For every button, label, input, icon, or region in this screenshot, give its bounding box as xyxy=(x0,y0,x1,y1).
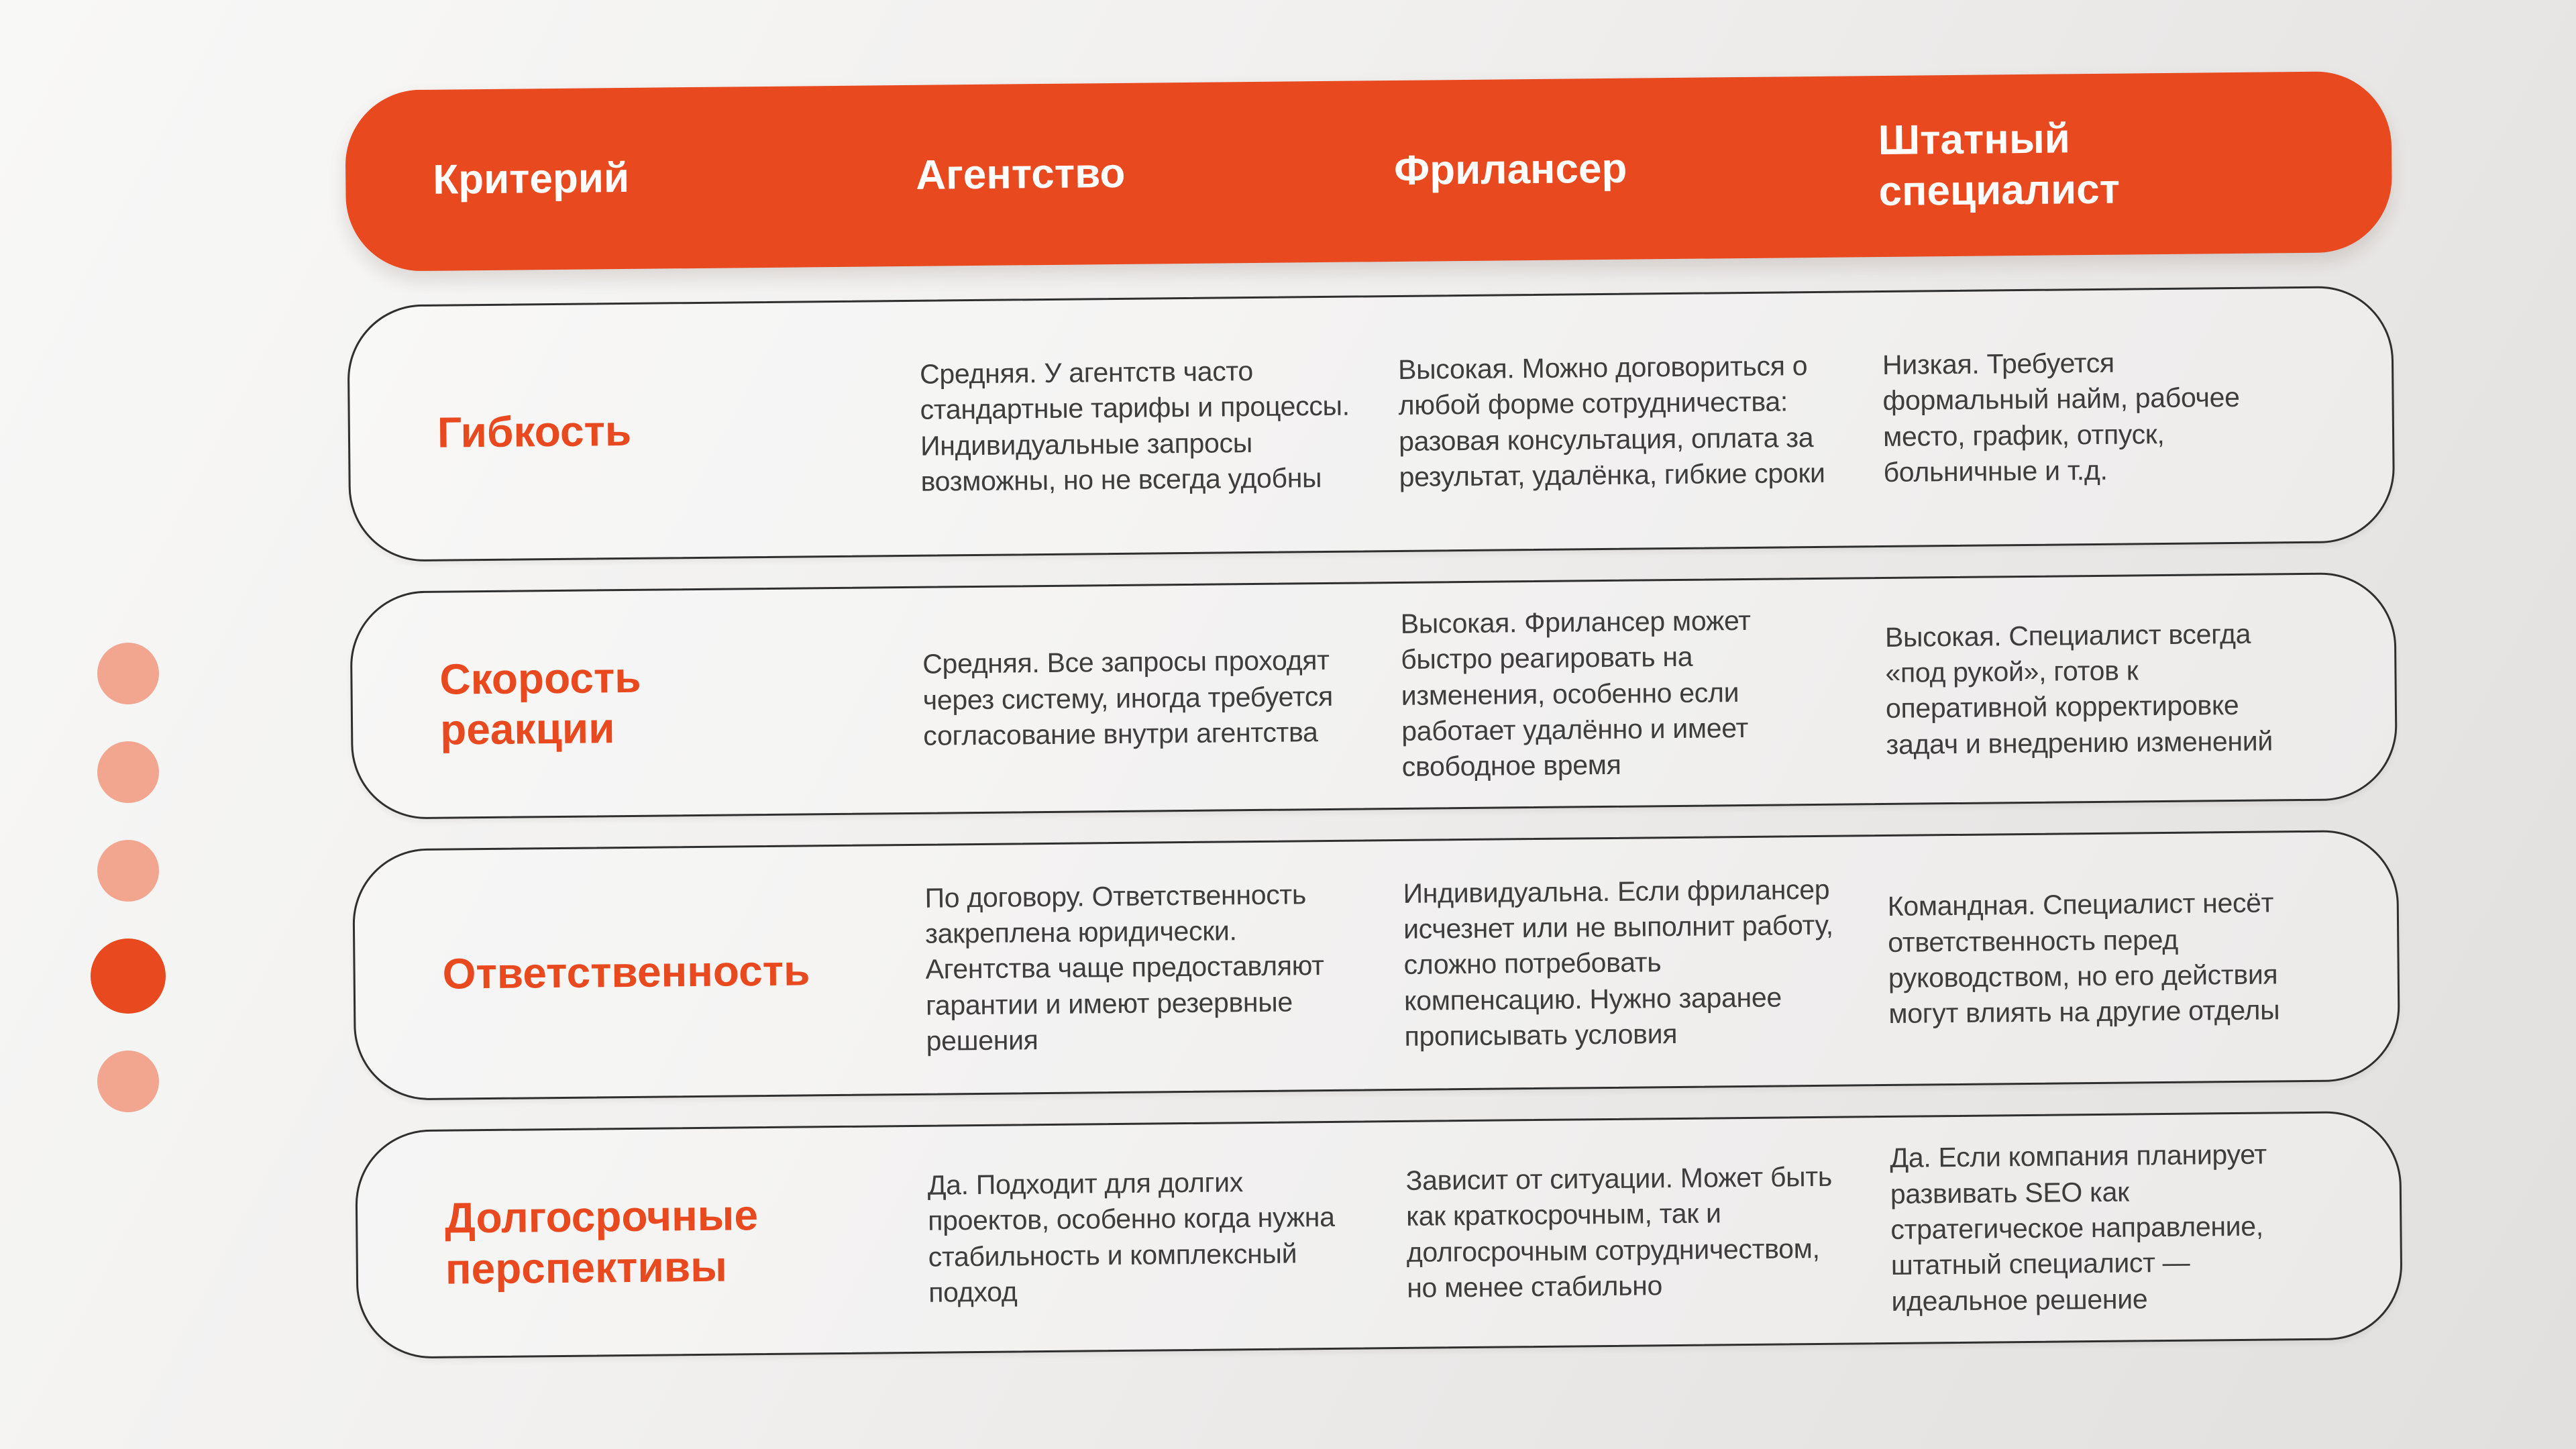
comparison-table xyxy=(345,71,2403,1359)
table-row xyxy=(355,1111,2403,1359)
cell-agency: Средняя. У агентств часто стандартные тарифы и процессы. Индивидуальные запросы возможны, но не всегда удобны xyxy=(919,355,1350,497)
progress-dot xyxy=(97,840,159,902)
cell-freelancer: Высокая. Можно договориться о любой форме сотрудничества: разовая консультация, оплата за результат, удалёнка, гибкие сроки xyxy=(1397,350,1825,492)
table-row xyxy=(350,572,2398,820)
cell-staff: Высокая. Специалист всегда «под рукой», готов к оперативной корректировке задач и внедрению изменений xyxy=(1884,618,2273,760)
row-label: Скорость реакции xyxy=(439,653,641,754)
cell-staff: Командная. Специалист несёт ответственность перед руководством, но его действия могут влиять на другие отделы xyxy=(1887,887,2280,1030)
column-header-freelancer: Фрилансер xyxy=(1393,145,1627,195)
progress-dot xyxy=(97,643,159,704)
row-label: Гибкость xyxy=(437,406,632,457)
cell-freelancer: Индивидуальна. Если фрилансер исчезнет или не выполнит работу, сложно потребовать компенсацию. Нужно заранее прописывать условия xyxy=(1403,873,1833,1052)
cell-staff: Да. Если компания планирует развивать SEO как стратегическое направление, штатный специалист — идеальное решение xyxy=(1890,1139,2267,1317)
row-label: Ответственность xyxy=(442,946,810,998)
slide-progress-dots xyxy=(91,643,166,1112)
table-header xyxy=(345,71,2392,272)
cell-freelancer: Зависит от ситуации. Может быть как краткосрочным, так и долгосрочным сотрудничеством, но менее стабильно xyxy=(1405,1161,1833,1303)
column-header-staff: Штатный специалист xyxy=(1878,115,2121,215)
progress-dot xyxy=(97,1051,159,1112)
cell-freelancer: Высокая. Фрилансер может быстро реагировать на изменения, особенно если работает удалённо и имеет свободное время xyxy=(1400,604,1751,783)
progress-dot xyxy=(91,938,166,1014)
table-row xyxy=(352,830,2400,1101)
column-header-agency: Агентство xyxy=(915,150,1126,199)
cell-agency: Да. Подходит для долгих проектов, особенно когда нужна стабильность и комплексный подход xyxy=(927,1167,1335,1308)
table-row xyxy=(347,286,2396,562)
row-label: Долгосрочные перспективы xyxy=(444,1191,759,1293)
column-header-criterion: Критерий xyxy=(432,155,630,203)
cell-staff: Низкая. Требуется формальный найм, рабочее место, график, отпуск, больничные и т.д. xyxy=(1882,347,2240,488)
cell-agency: Средняя. Все запросы проходят через систему, иногда требуется согласование внутри агентства xyxy=(922,645,1334,751)
progress-dot xyxy=(97,741,159,803)
cell-agency: По договору. Ответственность закреплена юридически. Агентства чаще предоставляют гарантии и имеют резервные решения xyxy=(924,879,1324,1057)
